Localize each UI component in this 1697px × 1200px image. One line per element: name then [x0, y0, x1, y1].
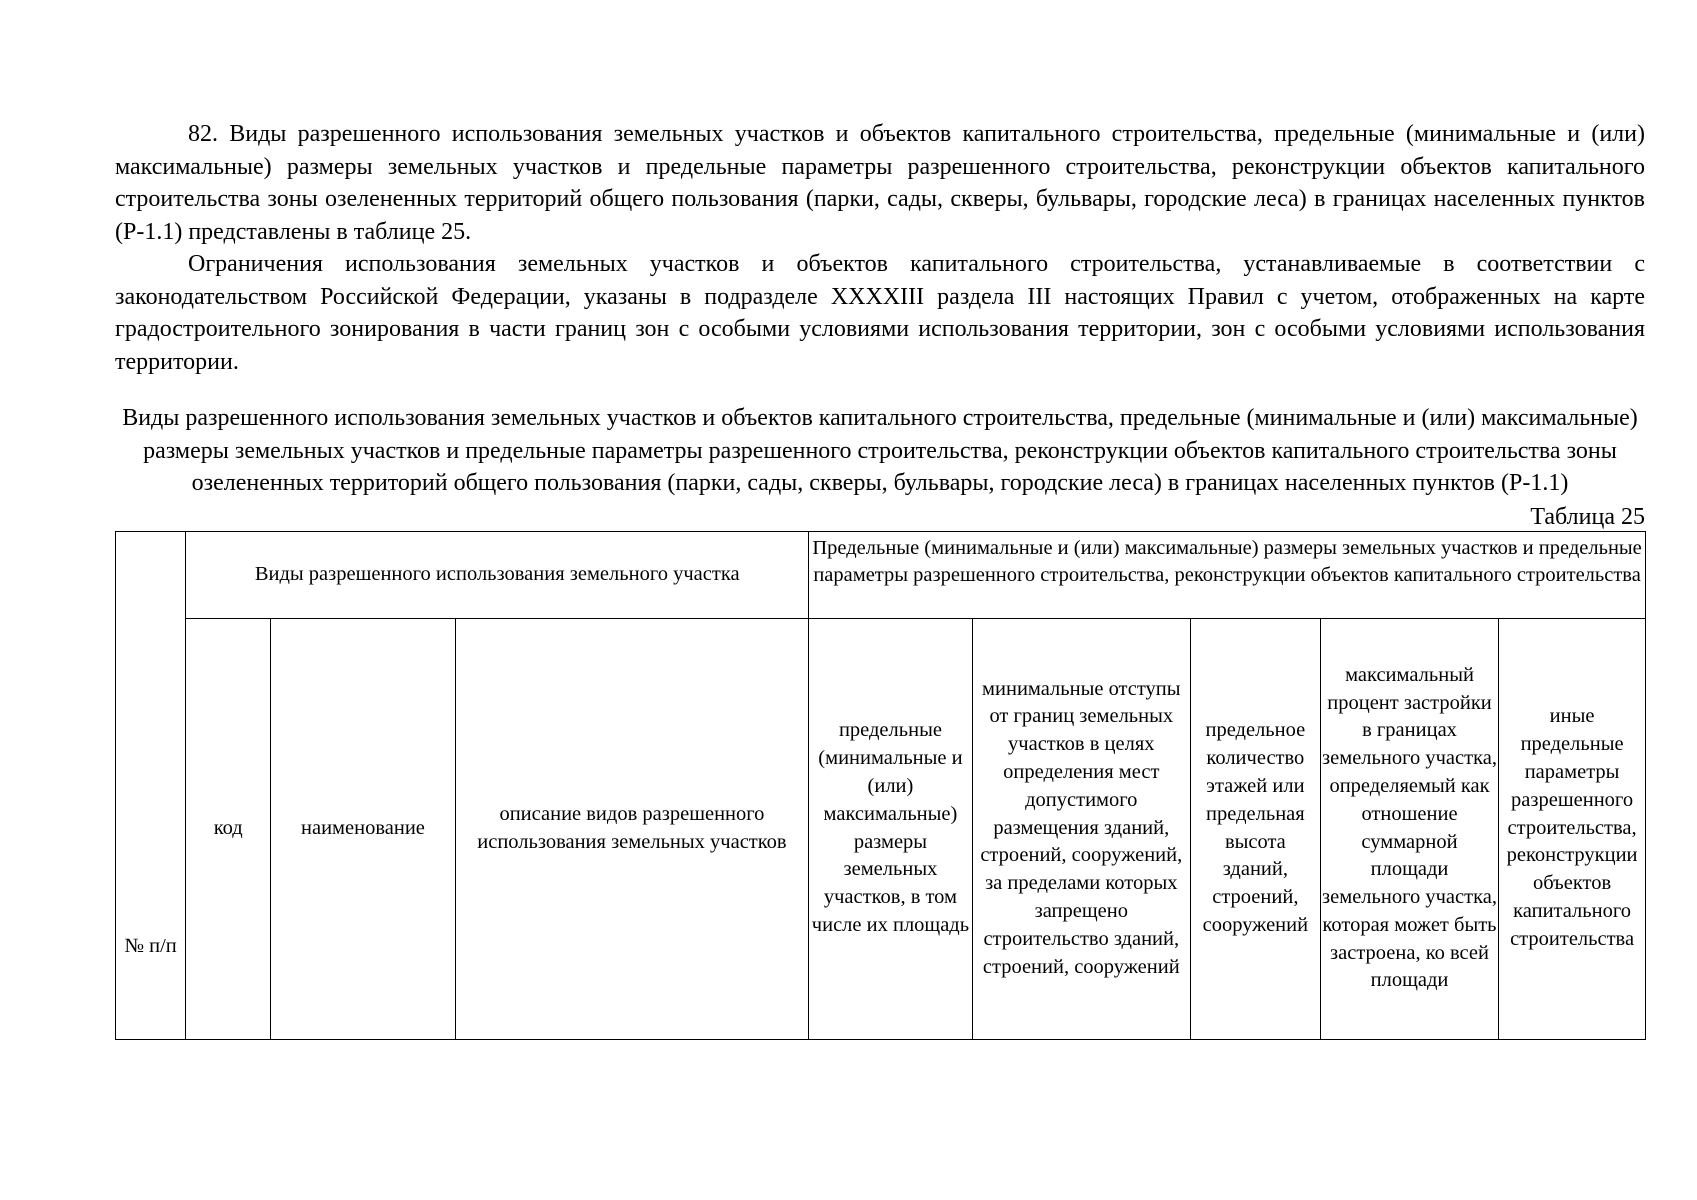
header-number: № п/п	[116, 531, 186, 1039]
paragraph-restrictions: Ограничения использования земельных участков и объектов капитального строительства, устанавливаемые в соответствии с законодательством Российской Федерации, указаны в подразделе XXXXIII раздела III настоящих Правил с учетом, отображенных на карте градостроительного зонирования в части границ зон с особыми условиями использования территории, зон с особыми условиями использования территории.	[115, 251, 1645, 375]
header-description: описание видов разрешенного использования земельных участков	[455, 618, 808, 1039]
header-coverage: максимальный процент застройки в границах земельного участка, определяемый как отношение суммарной площади земельного участка, которая может быть застроена, ко всей площади	[1320, 618, 1498, 1039]
header-floors: предельное количество этажей или предельная высота зданий, строений, сооружений	[1190, 618, 1320, 1039]
table-header-row-2	[116, 618, 1646, 1039]
header-setbacks: минимальные отступы от границ земельных участков в целях определения мест допустимого размещения зданий, строений, сооружений, за пределами которых запрещено строительство зданий, строений, сооружений	[972, 618, 1190, 1039]
table-caption: Таблица 25	[1530, 503, 1645, 530]
table-heading: Виды разрешенного использования земельных участков и объектов капитального строительства, предельные (минимальные и (или) максимальные) размеры земельных участков и предельные параметры разрешенного строительства, реконструкции объектов капитального строительства зоны озелененных территорий общего пользования (парки, сады, скверы, бульвары, городские леса) в границах населенных пунктов (Р-1.1)	[122, 405, 1638, 496]
document-page	[115, 118, 1645, 1040]
header-plot-size: предельные (минимальные и (или) максимальные) размеры земельных участков, в том числе их площадь	[809, 618, 973, 1039]
table-header-row-1	[116, 531, 1646, 618]
header-limits: Предельные (минимальные и (или) максимальные) размеры земельных участков и предельные параметры разрешенного строительства, реконструкции объектов капитального строительства	[809, 531, 1646, 618]
header-use-types: Виды разрешенного использования земельного участка	[186, 531, 809, 618]
header-other-params: иные предельные параметры разрешенного строительства, реконструкции объектов капитального строительства	[1499, 618, 1646, 1039]
zoning-table	[115, 531, 1646, 1040]
header-name: наименование	[271, 618, 456, 1039]
header-code: код	[186, 618, 271, 1039]
paragraph-intro: 82. Виды разрешенного использования земельных участков и объектов капитального строительства, предельные (минимальные и (или) максимальные) размеры земельных участков и предельные параметры разрешенного строительства, реконструкции объектов капитального строительства зоны озелененных территорий общего пользования (парки, сады, скверы, бульвары, городские леса) в границах населенных пунктов (Р-1.1) представлены в таблице 25.	[115, 121, 1645, 245]
